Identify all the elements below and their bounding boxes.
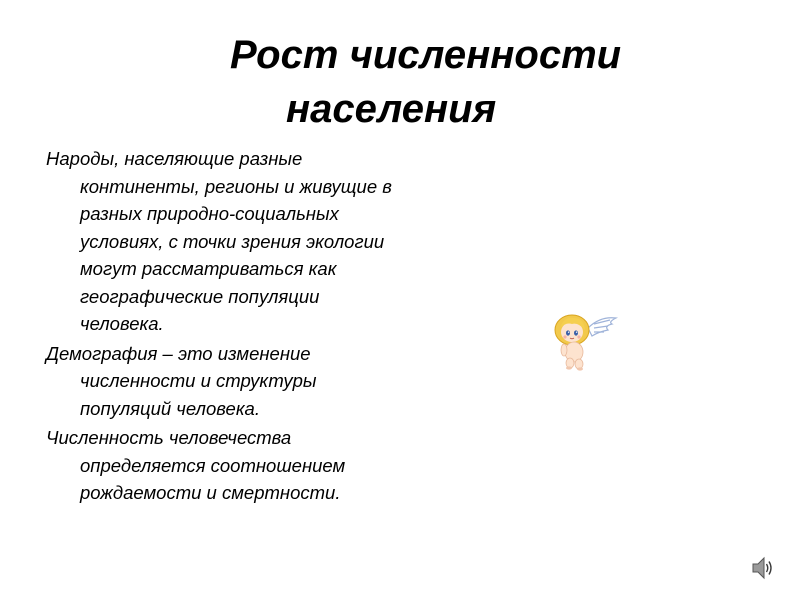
paragraph-demography: Демография – это изменение численности и структуры популяций человека. (46, 342, 317, 419)
speaker-icon[interactable] (750, 555, 774, 581)
slide-title (0, 28, 800, 136)
slide-title-line-2: населения (286, 87, 497, 131)
slide-body (46, 145, 396, 509)
angel-clipart-icon (548, 308, 618, 372)
slide-title-line-1: Рост численности (230, 33, 622, 77)
paragraph-population-size: Численность человечества определяется соотношением рождаемости и смертности. (46, 427, 346, 503)
paragraph-populations: Народы, населяющие разные континенты, регионы и живущие в разных природно-социальных условиях, с точки зрения экологии могут рассматриваться как географические популяции человека. (46, 148, 392, 334)
